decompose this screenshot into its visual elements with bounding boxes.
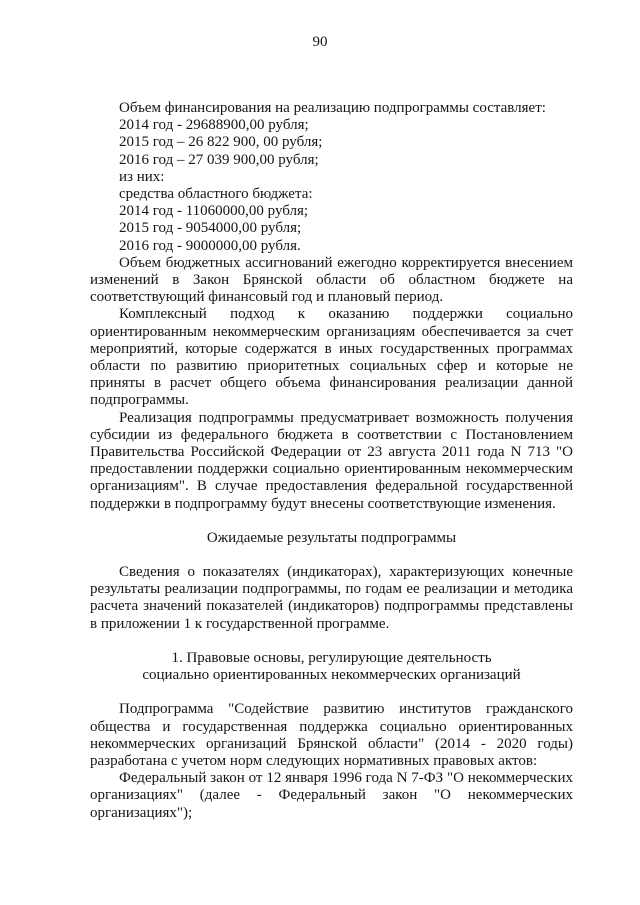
budget-adjustment-paragraph: Объем бюджетных ассигнований ежегодно корректируется внесением изменений в Закон Брянской области об областном бюджете на соответствующий финансовый год и плановый период. xyxy=(90,254,573,306)
regional-year-2016: 2016 год - 9000000,00 рубля. xyxy=(119,237,301,254)
financing-year-2016: 2016 год – 27 039 900,00 рубля; xyxy=(119,151,319,168)
expected-results-heading: Ожидаемые результаты подпрограммы xyxy=(206,529,457,546)
document-body xyxy=(90,100,573,822)
federal-law-paragraph: Федеральный закон от 12 января 1996 года N 7-ФЗ "О некоммерческих организациях" (далее - Федеральный закон "О некоммерческих организациях"); xyxy=(90,770,573,821)
regional-year-2015: 2015 год - 9054000,00 рубля; xyxy=(119,220,302,237)
federal-subsidy-paragraph: Реализация подпрограммы предусматривает возможность получения субсидии из федерального бюджета в соответствии с Постановлением Правительства Российской Федерации от 23 августа 2011 года N 713 "О предоставлении поддержки социально ориентированным некоммерческим организациям". В случае предоставления федеральной государственной поддержки в подпрограмму будут внесены соответствующие изменения. xyxy=(90,409,573,512)
financing-year-2014: 2014 год - 29688900,00 рубля; xyxy=(119,117,309,134)
legal-basis-heading-line2: социально ориентированных некоммерческих организаций xyxy=(142,667,521,684)
legal-basis-paragraph: Подпрограмма "Содействие развитию институтов гражданского общества и государственная поддержка социально ориентированных некоммерческих организаций Брянской области" (2014 - 2020 годы) разработана с учетом норм следующих нормативных правовых актов: xyxy=(90,701,573,769)
complex-approach-paragraph: Комплексный подход к оказанию поддержки социально ориентированным некоммерческим организациям обеспечивается за счет мероприятий, которые содержатся в иных государственных программах области по развитию приоритетных социальных сфер и которые не приняты в расчет общего объема финансирования реализации данной подпрограммы. xyxy=(90,306,573,409)
page-number: 90 xyxy=(312,34,328,50)
financing-year-2015: 2015 год – 26 822 900, 00 рубля; xyxy=(119,134,323,151)
financing-intro: Объем финансирования на реализацию подпрограммы составляет: xyxy=(119,100,546,116)
legal-basis-heading-line1: 1. Правовые основы, регулирующие деятельность xyxy=(171,649,492,666)
regional-year-2014: 2014 год - 11060000,00 рубля; xyxy=(119,203,309,220)
regional-budget-label: средства областного бюджета: xyxy=(119,186,313,203)
expected-results-paragraph: Сведения о показателях (индикаторах), характеризующих конечные результаты реализации подпрограммы, по годам ее реализации и методика расчета значений показателей (индикаторов) подпрограммы представлены в приложении 1 к государственной программе. xyxy=(90,564,573,632)
financing-of-them: из них: xyxy=(119,168,165,185)
